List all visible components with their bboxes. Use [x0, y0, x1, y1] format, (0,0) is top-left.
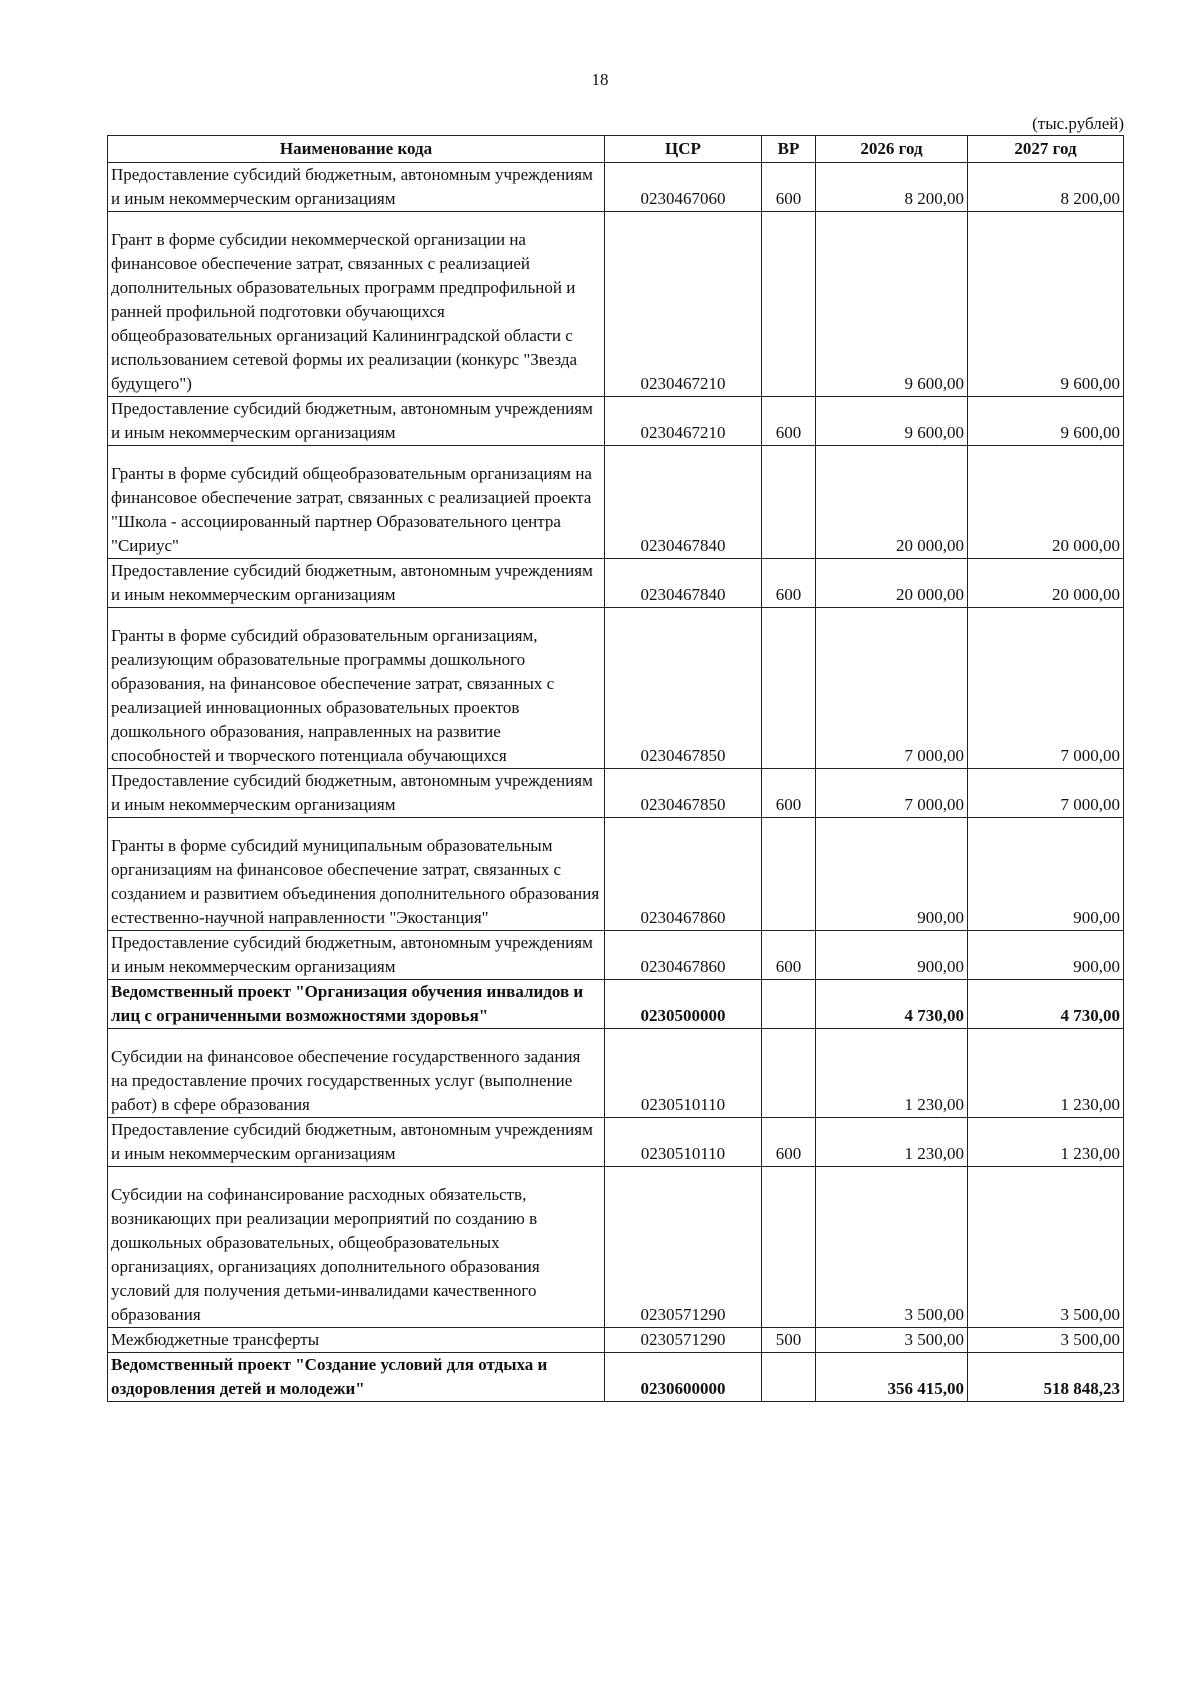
- row-vr: 500: [762, 1328, 816, 1353]
- header-vr: ВР: [762, 136, 816, 163]
- row-vr: 600: [762, 769, 816, 818]
- row-name: Межбюджетные трансферты: [108, 1328, 605, 1353]
- row-csr: 0230467850: [605, 769, 762, 818]
- row-csr: 0230571290: [605, 1167, 762, 1328]
- row-vr: [762, 1353, 816, 1402]
- table-row: [108, 818, 1124, 931]
- row-name: Предоставление субсидий бюджетным, автономным учреждениям и иным некоммерческим организациям: [108, 397, 605, 446]
- row-2027: 8 200,00: [968, 163, 1124, 212]
- row-2026: 900,00: [816, 818, 968, 931]
- row-2026: 900,00: [816, 931, 968, 980]
- table-row: [108, 608, 1124, 769]
- table-row: [108, 1328, 1124, 1353]
- row-2026: 9 600,00: [816, 397, 968, 446]
- table-row-project: [108, 980, 1124, 1029]
- row-vr: [762, 1029, 816, 1118]
- row-csr: 0230467210: [605, 397, 762, 446]
- row-2027: 1 230,00: [968, 1118, 1124, 1167]
- row-vr: [762, 608, 816, 769]
- row-2027: 3 500,00: [968, 1328, 1124, 1353]
- row-vr: 600: [762, 397, 816, 446]
- row-2027: 9 600,00: [968, 397, 1124, 446]
- row-csr: 0230467860: [605, 818, 762, 931]
- row-2026: 1 230,00: [816, 1118, 968, 1167]
- table-row: [108, 397, 1124, 446]
- budget-table: [107, 135, 1124, 1402]
- row-name: Ведомственный проект "Создание условий для отдыха и оздоровления детей и молодежи": [108, 1353, 605, 1402]
- row-csr: 0230467840: [605, 559, 762, 608]
- row-2027: 4 730,00: [968, 980, 1124, 1029]
- header-2027: 2027 год: [968, 136, 1124, 163]
- row-2026: 8 200,00: [816, 163, 968, 212]
- row-name: Гранты в форме субсидий общеобразовательным организациям на финансовое обеспечение затрат, связанных с реализацией проекта "Школа - ассоциированный партнер Образовательного центра "Сириус": [108, 446, 605, 559]
- row-2026: 7 000,00: [816, 608, 968, 769]
- row-vr: 600: [762, 559, 816, 608]
- row-name: Предоставление субсидий бюджетным, автономным учреждениям и иным некоммерческим организациям: [108, 931, 605, 980]
- row-2026: 356 415,00: [816, 1353, 968, 1402]
- row-2026: 3 500,00: [816, 1328, 968, 1353]
- row-vr: 600: [762, 931, 816, 980]
- row-name: Грант в форме субсидии некоммерческой организации на финансовое обеспечение затрат, связанных с реализацией дополнительных образовательных программ предпрофильной и ранней профильной подготовки обучающихся общеобразовательных организаций Калининградской области с использованием сетевой формы их реализации (конкурс "Звезда будущего"): [108, 212, 605, 397]
- row-2026: 7 000,00: [816, 769, 968, 818]
- row-2026: 1 230,00: [816, 1029, 968, 1118]
- row-name: Предоставление субсидий бюджетным, автономным учреждениям и иным некоммерческим организациям: [108, 559, 605, 608]
- table-row-project: [108, 1353, 1124, 1402]
- row-name: Предоставление субсидий бюджетным, автономным учреждениям и иным некоммерческим организациям: [108, 163, 605, 212]
- table-row: [108, 1029, 1124, 1118]
- row-csr: 0230467860: [605, 931, 762, 980]
- table-row: [108, 1167, 1124, 1328]
- row-2027: 20 000,00: [968, 559, 1124, 608]
- row-name: Субсидии на софинансирование расходных обязательств, возникающих при реализации мероприятий по созданию в дошкольных образовательных, общеобразовательных организациях, организациях дополнительного образования условий для получения детьми-инвалидами качественного образования: [108, 1167, 605, 1328]
- row-name: Ведомственный проект "Организация обучения инвалидов и лиц с ограниченными возможностями здоровья": [108, 980, 605, 1029]
- header-name: Наименование кода: [108, 136, 605, 163]
- row-2026: 4 730,00: [816, 980, 968, 1029]
- row-2026: 3 500,00: [816, 1167, 968, 1328]
- row-2027: 900,00: [968, 931, 1124, 980]
- row-name: Субсидии на финансовое обеспечение государственного задания на предоставление прочих государственных услуг (выполнение работ) в сфере образования: [108, 1029, 605, 1118]
- row-2027: 9 600,00: [968, 212, 1124, 397]
- table-row: [108, 212, 1124, 397]
- row-2027: 7 000,00: [968, 608, 1124, 769]
- row-2027: 20 000,00: [968, 446, 1124, 559]
- row-vr: [762, 980, 816, 1029]
- table-header-row: [108, 136, 1124, 163]
- row-csr: 0230600000: [605, 1353, 762, 1402]
- row-csr: 0230510110: [605, 1029, 762, 1118]
- row-vr: [762, 1167, 816, 1328]
- row-name: Гранты в форме субсидий муниципальным образовательным организациям на финансовое обеспечение затрат, связанных с созданием и развитием объединения дополнительного образования естественно-научной направленности "Экостанция": [108, 818, 605, 931]
- row-csr: 0230571290: [605, 1328, 762, 1353]
- row-name: Предоставление субсидий бюджетным, автономным учреждениям и иным некоммерческим организациям: [108, 1118, 605, 1167]
- table-row: [108, 1118, 1124, 1167]
- row-name: Предоставление субсидий бюджетным, автономным учреждениям и иным некоммерческим организациям: [108, 769, 605, 818]
- row-2027: 900,00: [968, 818, 1124, 931]
- row-vr: [762, 212, 816, 397]
- row-name: Гранты в форме субсидий образовательным организациям, реализующим образовательные программы дошкольного образования, на финансовое обеспечение затрат, связанных с реализацией инновационных образовательных проектов дошкольного образования, направленных на развитие способностей и творческого потенциала обучающихся: [108, 608, 605, 769]
- row-csr: 0230467840: [605, 446, 762, 559]
- row-csr: 0230467850: [605, 608, 762, 769]
- row-2026: 9 600,00: [816, 212, 968, 397]
- table-row: [108, 446, 1124, 559]
- row-vr: [762, 818, 816, 931]
- row-vr: 600: [762, 1118, 816, 1167]
- row-2027: 518 848,23: [968, 1353, 1124, 1402]
- row-2026: 20 000,00: [816, 446, 968, 559]
- row-csr: 0230467210: [605, 212, 762, 397]
- row-csr: 0230467060: [605, 163, 762, 212]
- table-row: [108, 931, 1124, 980]
- row-2027: 1 230,00: [968, 1029, 1124, 1118]
- row-csr: 0230500000: [605, 980, 762, 1029]
- header-2026: 2026 год: [816, 136, 968, 163]
- table-row: [108, 163, 1124, 212]
- row-vr: [762, 446, 816, 559]
- row-2027: 3 500,00: [968, 1167, 1124, 1328]
- table-row: [108, 559, 1124, 608]
- units-label: (тыс.рублей): [1032, 114, 1124, 133]
- page-number: 18: [591, 70, 609, 89]
- table-row: [108, 769, 1124, 818]
- header-csr: ЦСР: [605, 136, 762, 163]
- row-2026: 20 000,00: [816, 559, 968, 608]
- row-vr: 600: [762, 163, 816, 212]
- row-csr: 0230510110: [605, 1118, 762, 1167]
- row-2027: 7 000,00: [968, 769, 1124, 818]
